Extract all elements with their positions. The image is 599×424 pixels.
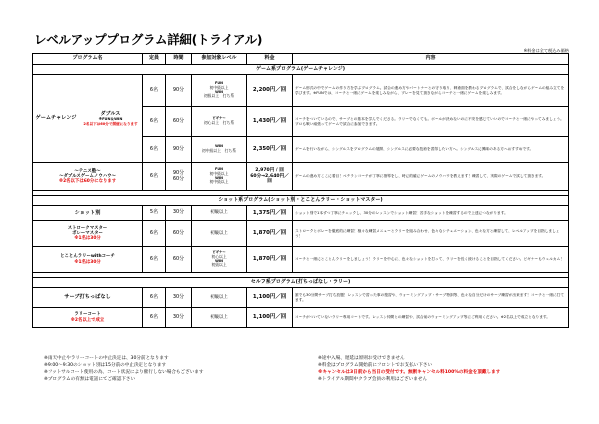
note-right-1: ※途中入場、遅延は原則お受けできません: [318, 356, 405, 361]
header-capacity: 定員: [143, 54, 166, 65]
tennis-capacity: 6名: [143, 163, 166, 191]
shot-by-name: ショット別: [33, 206, 143, 221]
note-left-3: ※フットサルコート使用の為、コート状況により催行しない場合もございます: [44, 370, 204, 376]
note-right-2: ※料金はプログラム開始前にフロントでお支払い下さい: [318, 363, 433, 369]
doubles-fee: 2,200円／回: [247, 75, 293, 107]
singles-capacity: 6名: [143, 137, 166, 163]
stroke-capacity: 6名: [143, 221, 166, 247]
shot-by-time: 30分: [166, 206, 192, 221]
table-row: [33, 288, 569, 308]
doubles-name: ダブルス: [100, 110, 121, 117]
doubles-note: 2名以下は60分で開催になります: [83, 121, 138, 126]
doubles-sub: ※FUN＆WIN: [98, 117, 123, 122]
note-right-4: ※トライアル期間中クラブ会員の利用はございません: [318, 377, 428, 383]
rally-fee: 1,870円／回: [247, 247, 293, 273]
notes-right: [318, 355, 500, 383]
tennis-desc: ゲームの進め方ここに着目！ベテランコーチが丁寧に指導をし、時に的確にゲームのノウハウを教えます！練習して、実際のゲームで試して頂きます。: [293, 163, 569, 191]
tennis-fee: 2,970円 / 回 60分→2,640円／回: [247, 163, 293, 191]
section-title-shot: ショット系プログラム(ショット別・とことんラリー・ショットマスター): [33, 196, 569, 206]
serve-desc: 誰でも30分間サーブ打ち放題！レッスンで習った事の復習や、ウォーミングアップ・サーブ特訓等、色々な自分だけのサーブ練習が出来ます！コーチと一緒に打てます。: [293, 288, 569, 308]
header-time: 時間: [166, 54, 192, 65]
table-row: [33, 163, 569, 191]
doubles-capacity: 6名: [143, 75, 166, 107]
table-row: [33, 308, 569, 328]
beginner-desc: コーチをついているので、サーブとの基本を学んでくださる。ラリーでなくても。ボールが決めないのに不安を感じていいのでコーチと一緒にやってみましょう。プロも戦い頑張ってゲームで試合に参加できます。: [293, 107, 569, 137]
table-row: [33, 247, 569, 273]
serve-capacity: 6名: [143, 288, 166, 308]
serve-fee: 1,100円／回: [247, 288, 293, 308]
serve-level: 初級以上: [192, 288, 247, 308]
note-right-3: ※キャンセルは3日前から当日の受付です。無断キャンセル料100%の料金を頂戴します: [318, 370, 501, 376]
rally-court-level: 初級以上: [192, 308, 247, 328]
game-group-label: ゲームチャレンジ: [35, 115, 77, 122]
shot-by-level: 初級以上: [192, 206, 247, 221]
tennis-level: FUN 初中級以上 WIN 初中級以上: [192, 163, 247, 191]
singles-fee: 2,350円／回: [247, 137, 293, 163]
beginner-level: ビギナー 初心以上 打ち系: [192, 107, 247, 137]
table-row: [33, 75, 569, 107]
beginner-time: 60分: [166, 107, 192, 137]
rally-court-time: 30分: [166, 308, 192, 328]
singles-desc: ゲームを行いながら、シングルスをプログラムの展開、シングルスに必要な技術を習得したい方へ。シングルスに興味のある方へおすすめです。: [293, 137, 569, 163]
section-row-game: [33, 65, 569, 75]
rally-court-fee: 1,100円／回: [247, 308, 293, 328]
shot-by-capacity: 5名: [143, 206, 166, 221]
tennis-name-cell: ～テニス塾～ ～ダブルスゲームノウハウ～ ※2名以下は60分になります: [33, 163, 143, 191]
table-header-row: [33, 54, 569, 65]
game-cell: [33, 75, 143, 163]
beginner-capacity: 6名: [143, 107, 166, 137]
singles-level: WIN 初中級以上 打ち系: [192, 137, 247, 163]
header-program: プログラム名: [33, 54, 143, 65]
section-title-game: ゲーム系プログラム(ゲームチャレンジ): [33, 65, 569, 75]
tax-note: ※料金は全て税込み価格: [523, 48, 569, 53]
tennis-time: 90分 60分: [166, 163, 192, 191]
note-left-1: ※雨天中止やラリーコートの中止決定は、30分前となります: [44, 356, 169, 361]
rally-name-cell: とことんラリーwithコーチ ※1名は30分: [33, 247, 143, 273]
program-table: [32, 53, 569, 328]
stroke-fee: 1,870円／回: [247, 221, 293, 247]
serve-name: サーブ打ちっぱなし: [33, 288, 143, 308]
rally-capacity: 6名: [143, 247, 166, 273]
doubles-level: FUN 初中級以上 WIN 初級以上 打ち系: [192, 75, 247, 107]
rally-court-name-cell: ラリーコート ※2名以上で成立: [33, 308, 143, 328]
rally-court-desc: コーチがついていないラリー専用コートです。レッスン仲間との練習や、試合前のウォーミングアップ等にご利用ください。※2名以上で成立となります。: [293, 308, 569, 328]
rally-level: ビギナー 初心以上 WIN 初級以上: [192, 247, 247, 273]
singles-time: 90分: [166, 137, 192, 163]
serve-time: 30分: [166, 288, 192, 308]
stroke-level: 初級以上: [192, 221, 247, 247]
rally-time: 60分: [166, 247, 192, 273]
rally-desc: コーチと一緒にとことんラリーをしましょう！ラリーを中心に、色々なショットを打って、ラリーを長く続けることを目指してください。ビギナーもウェルカム！: [293, 247, 569, 273]
stroke-name-cell: ストロークマスター ボレーマスター ※1名は30分: [33, 221, 143, 247]
section-row-self: [33, 278, 569, 288]
header-fee: 料金: [247, 54, 293, 65]
page-title: レベルアッププログラム詳細(トライアル): [34, 32, 263, 47]
rally-court-capacity: 6名: [143, 308, 166, 328]
note-left-2: ※9:00～9:30のショット別は15分前の中止決定となります: [44, 363, 167, 369]
notes-left: [44, 355, 204, 383]
doubles-time: 90分: [166, 75, 192, 107]
section-row-shot: [33, 196, 569, 206]
note-left-4: ※プログラムの有無は電話にてご確認下さい: [44, 377, 136, 383]
stroke-time: 60分: [166, 221, 192, 247]
stroke-desc: ストロークとボレーを徹底的に練習！様々な練習メニューとラリーを組み合わせ、色々なシチュエーション、色々な方と練習して、レベルアップを目指しましょう！: [293, 221, 569, 247]
header-content: 内容: [293, 54, 569, 65]
beginner-fee: 1,430円／回: [247, 107, 293, 137]
section-title-self: セルフ系プログラム(打ちっぱなし・ラリー): [33, 278, 569, 288]
table-row: [33, 206, 569, 221]
shot-by-fee: 1,375円／回: [247, 206, 293, 221]
shot-by-desc: ショット別で1本ずつ丁寧にチェックし、30分のレッスンでショット練習！苦手なショットを練習するので上達につながります。: [293, 206, 569, 221]
table-row: [33, 221, 569, 247]
doubles-desc: ゲーム形式の中でゲームの作り方を学ぶプログラム。試合の進め方やパートナーとの守り取り、戦術面を教わるプログラムで、試合をしながらゲームの組み立てを学びます。※FUNでは、コーチと一緒にゲームを楽しみながら、プレーを見て頂きながらコーチと一緒にゲームを楽しみます。: [293, 75, 569, 107]
header-level: 参加対象レベル: [192, 54, 247, 65]
